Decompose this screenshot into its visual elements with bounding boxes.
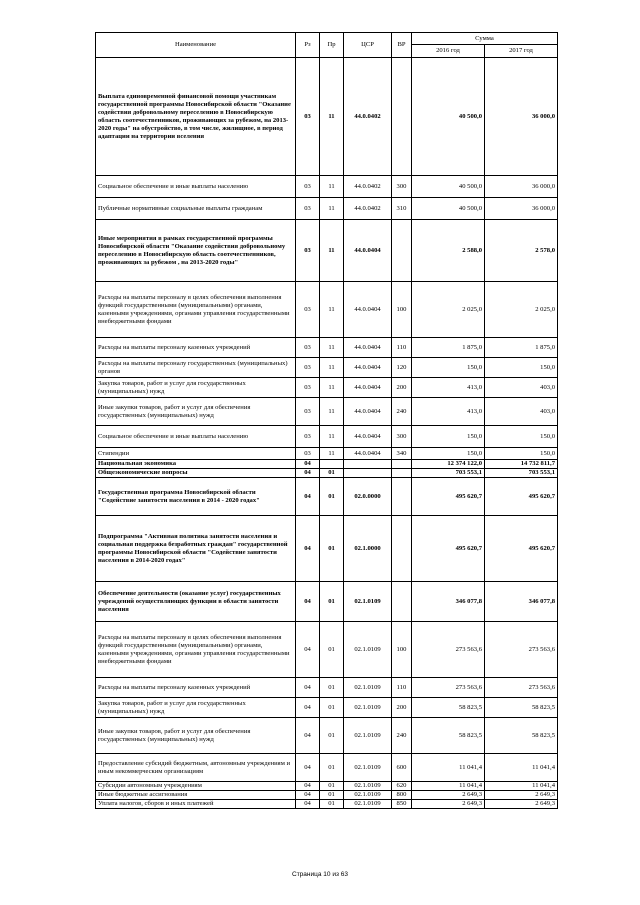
cell-pr: 11 [320, 282, 344, 338]
cell-csr [344, 460, 392, 469]
cell-vr: 240 [392, 718, 412, 754]
table-row [96, 582, 558, 622]
cell-rz: 03 [296, 448, 320, 460]
cell-2017: 2 649,3 [485, 791, 558, 800]
cell-name: Выплата единовременной финансовой помощи участникам государственной программы Новосибирской области "Оказание содействия добровольному переселению в Новосибирскую область соотечественников, проживающих за рубежом, на 2013-2020 годы" на обустройство, в том числе, жилищное, в период адаптации на территории вселения [96, 58, 296, 176]
table-row [96, 448, 558, 460]
table-row [96, 791, 558, 800]
cell-2017: 346 077,8 [485, 582, 558, 622]
cell-2017: 11 041,4 [485, 754, 558, 782]
cell-vr [392, 516, 412, 582]
table-row [96, 220, 558, 282]
cell-csr: 44.0.0404 [344, 338, 392, 358]
cell-2017: 495 620,7 [485, 516, 558, 582]
cell-vr: 120 [392, 358, 412, 378]
cell-pr: 01 [320, 516, 344, 582]
cell-2016: 413,0 [412, 398, 485, 426]
cell-pr: 11 [320, 378, 344, 398]
cell-pr: 01 [320, 698, 344, 718]
cell-rz: 04 [296, 622, 320, 678]
cell-vr: 100 [392, 282, 412, 338]
cell-2016: 273 563,6 [412, 678, 485, 698]
cell-csr: 44.0.0402 [344, 198, 392, 220]
cell-csr: 44.0.0404 [344, 398, 392, 426]
cell-2016: 11 041,4 [412, 754, 485, 782]
cell-name: Иные закупки товаров, работ и услуг для обеспечения государственных (муниципальных) нужд [96, 718, 296, 754]
cell-csr: 44.0.0404 [344, 448, 392, 460]
cell-pr: 01 [320, 622, 344, 678]
cell-2016: 495 620,7 [412, 516, 485, 582]
cell-pr: 11 [320, 220, 344, 282]
header-pr: Пр [320, 33, 344, 58]
cell-2016: 495 620,7 [412, 478, 485, 516]
cell-rz: 04 [296, 678, 320, 698]
cell-vr: 800 [392, 791, 412, 800]
table-body [96, 58, 558, 809]
cell-2016: 2 649,3 [412, 791, 485, 800]
cell-csr: 02.1.0109 [344, 782, 392, 791]
cell-csr: 44.0.0404 [344, 358, 392, 378]
cell-2017: 1 875,0 [485, 338, 558, 358]
cell-vr: 110 [392, 338, 412, 358]
table-row [96, 58, 558, 176]
table-row [96, 516, 558, 582]
cell-name: Подпрограмма "Активная политика занятости населения и социальная поддержка безработных граждан" государственной программы Новосибирской области "Содействие занятости населения в 2014-2020 годах" [96, 516, 296, 582]
cell-vr: 200 [392, 698, 412, 718]
cell-2016: 1 875,0 [412, 338, 485, 358]
cell-2017: 150,0 [485, 426, 558, 448]
cell-rz: 04 [296, 469, 320, 478]
cell-csr: 02.1.0109 [344, 698, 392, 718]
cell-pr: 11 [320, 198, 344, 220]
cell-rz: 04 [296, 582, 320, 622]
cell-rz: 03 [296, 398, 320, 426]
cell-vr: 310 [392, 198, 412, 220]
cell-2016: 2 025,0 [412, 282, 485, 338]
table-row [96, 198, 558, 220]
cell-name: Расходы на выплаты персоналу в целях обеспечения выполнения функций государственными (муниципальными) органами, казенными учреждениями, органами управления государственными внебюджетными фондами [96, 282, 296, 338]
cell-pr: 01 [320, 754, 344, 782]
cell-2017: 11 041,4 [485, 782, 558, 791]
cell-csr: 02.1.0109 [344, 800, 392, 809]
cell-2017: 14 732 811,7 [485, 460, 558, 469]
cell-csr: 02.0.0000 [344, 478, 392, 516]
header-csr: ЦСР [344, 33, 392, 58]
cell-name: Обеспечение деятельности (оказание услуг) государственных учреждений осуществляющих функции в области занятости населения [96, 582, 296, 622]
cell-csr: 44.0.0404 [344, 426, 392, 448]
cell-rz: 03 [296, 220, 320, 282]
cell-name: Национальная экономика [96, 460, 296, 469]
cell-csr: 44.0.0402 [344, 58, 392, 176]
cell-2016: 150,0 [412, 358, 485, 378]
table-row [96, 358, 558, 378]
cell-2016: 2 649,3 [412, 800, 485, 809]
cell-2017: 150,0 [485, 448, 558, 460]
cell-vr: 340 [392, 448, 412, 460]
cell-2016: 273 563,6 [412, 622, 485, 678]
table-row [96, 782, 558, 791]
cell-name: Закупка товаров, работ и услуг для государственных (муниципальных) нужд [96, 378, 296, 398]
budget-table [95, 32, 558, 809]
cell-vr [392, 460, 412, 469]
cell-name: Иные мероприятия в рамках государственной программы Новосибирской области "Оказание содействия добровольному переселению в Новосибирскую область соотечественников, проживающих за рубежом , на 2013-2020 годы" [96, 220, 296, 282]
cell-pr: 01 [320, 678, 344, 698]
cell-pr: 01 [320, 782, 344, 791]
cell-vr [392, 469, 412, 478]
cell-csr: 02.1.0109 [344, 754, 392, 782]
cell-pr: 11 [320, 426, 344, 448]
cell-rz: 03 [296, 176, 320, 198]
cell-pr: 01 [320, 582, 344, 622]
cell-rz: 04 [296, 782, 320, 791]
cell-csr: 02.1.0000 [344, 516, 392, 582]
cell-name: Иные закупки товаров, работ и услуг для обеспечения государственных (муниципальных) нужд [96, 398, 296, 426]
cell-pr: 11 [320, 448, 344, 460]
cell-rz: 03 [296, 282, 320, 338]
cell-vr [392, 58, 412, 176]
cell-pr: 01 [320, 718, 344, 754]
cell-2017: 703 553,1 [485, 469, 558, 478]
cell-pr: 11 [320, 176, 344, 198]
header-2017: 2017 год [485, 45, 558, 58]
header-2016: 2016 год [412, 45, 485, 58]
cell-name: Государственная программа Новосибирской области "Содействие занятости населения в 2014 - 2020 годах" [96, 478, 296, 516]
cell-rz: 04 [296, 516, 320, 582]
cell-name: Уплата налогов, сборов и иных платежей [96, 800, 296, 809]
cell-pr: 11 [320, 398, 344, 426]
table-row [96, 469, 558, 478]
header-sum: Сумма [412, 33, 558, 45]
cell-2016: 12 374 122,0 [412, 460, 485, 469]
cell-rz: 04 [296, 718, 320, 754]
cell-2016: 703 553,1 [412, 469, 485, 478]
cell-rz: 04 [296, 754, 320, 782]
table-row [96, 478, 558, 516]
page-footer: Страница 10 из 63 [292, 871, 348, 878]
cell-csr: 44.0.0404 [344, 282, 392, 338]
cell-rz: 04 [296, 698, 320, 718]
cell-pr: 11 [320, 338, 344, 358]
cell-2017: 403,0 [485, 378, 558, 398]
cell-pr: 01 [320, 478, 344, 516]
cell-csr: 02.1.0109 [344, 791, 392, 800]
cell-rz: 03 [296, 338, 320, 358]
cell-rz: 03 [296, 378, 320, 398]
cell-vr: 620 [392, 782, 412, 791]
cell-vr: 600 [392, 754, 412, 782]
cell-vr [392, 220, 412, 282]
cell-name: Предоставление субсидий бюджетным, автономным учреждениям и иным некоммерческим организациям [96, 754, 296, 782]
cell-vr: 850 [392, 800, 412, 809]
table-row [96, 176, 558, 198]
table-row [96, 678, 558, 698]
cell-2017: 36 000,0 [485, 176, 558, 198]
cell-pr: 01 [320, 791, 344, 800]
cell-csr: 44.0.0402 [344, 176, 392, 198]
cell-2017: 36 000,0 [485, 58, 558, 176]
table-row [96, 378, 558, 398]
cell-2016: 58 823,5 [412, 718, 485, 754]
cell-2017: 150,0 [485, 358, 558, 378]
cell-pr [320, 460, 344, 469]
cell-2017: 36 000,0 [485, 198, 558, 220]
cell-2017: 58 823,5 [485, 698, 558, 718]
cell-vr: 240 [392, 398, 412, 426]
cell-csr [344, 469, 392, 478]
cell-rz: 04 [296, 800, 320, 809]
cell-csr: 44.0.0404 [344, 220, 392, 282]
cell-2016: 58 823,5 [412, 698, 485, 718]
table-row [96, 800, 558, 809]
cell-2016: 346 077,8 [412, 582, 485, 622]
cell-name: Общеэкономические вопросы [96, 469, 296, 478]
table-row [96, 460, 558, 469]
table-row [96, 338, 558, 358]
cell-name: Закупка товаров, работ и услуг для государственных (муниципальных) нужд [96, 698, 296, 718]
table-row [96, 282, 558, 338]
cell-name: Расходы на выплаты персоналу государственных (муниципальных) органов [96, 358, 296, 378]
cell-2016: 40 500,0 [412, 198, 485, 220]
cell-pr: 01 [320, 800, 344, 809]
cell-csr: 02.1.0109 [344, 622, 392, 678]
header-name: Наименование [96, 33, 296, 58]
cell-name: Социальное обеспечение и иные выплаты населению [96, 176, 296, 198]
cell-rz: 04 [296, 460, 320, 469]
cell-name: Субсидии автономным учреждениям [96, 782, 296, 791]
cell-rz: 03 [296, 426, 320, 448]
cell-2017: 273 563,6 [485, 622, 558, 678]
cell-2016: 11 041,4 [412, 782, 485, 791]
cell-vr: 110 [392, 678, 412, 698]
cell-vr: 300 [392, 176, 412, 198]
cell-csr: 02.1.0109 [344, 582, 392, 622]
cell-rz: 03 [296, 58, 320, 176]
cell-vr: 300 [392, 426, 412, 448]
cell-2016: 150,0 [412, 448, 485, 460]
header-vr: ВР [392, 33, 412, 58]
cell-rz: 04 [296, 478, 320, 516]
cell-2016: 2 588,0 [412, 220, 485, 282]
cell-vr: 100 [392, 622, 412, 678]
cell-rz: 03 [296, 198, 320, 220]
cell-csr: 02.1.0109 [344, 678, 392, 698]
table-row [96, 398, 558, 426]
cell-2017: 273 563,6 [485, 678, 558, 698]
cell-name: Расходы на выплаты персоналу казенных учреждений [96, 338, 296, 358]
header-rz: Рз [296, 33, 320, 58]
table-row [96, 622, 558, 678]
cell-vr: 200 [392, 378, 412, 398]
cell-2016: 413,0 [412, 378, 485, 398]
cell-2017: 2 578,0 [485, 220, 558, 282]
cell-rz: 03 [296, 358, 320, 378]
table-row [96, 754, 558, 782]
cell-pr: 11 [320, 58, 344, 176]
table-row [96, 698, 558, 718]
cell-2017: 2 649,3 [485, 800, 558, 809]
cell-name: Публичные нормативные социальные выплаты гражданам [96, 198, 296, 220]
cell-name: Расходы на выплаты персоналу в целях обеспечения выполнения функций государственными (муниципальными) органами, казенными учреждениями, органами управления государственными внебюджетными фондами [96, 622, 296, 678]
cell-2017: 58 823,5 [485, 718, 558, 754]
cell-name: Стипендии [96, 448, 296, 460]
cell-2016: 40 500,0 [412, 58, 485, 176]
cell-vr [392, 478, 412, 516]
cell-pr: 01 [320, 469, 344, 478]
cell-2016: 40 500,0 [412, 176, 485, 198]
cell-csr: 02.1.0109 [344, 718, 392, 754]
cell-name: Социальное обеспечение и иные выплаты населению [96, 426, 296, 448]
table-row [96, 718, 558, 754]
cell-rz: 04 [296, 791, 320, 800]
cell-2016: 150,0 [412, 426, 485, 448]
table-row [96, 426, 558, 448]
cell-name: Расходы на выплаты персоналу казенных учреждений [96, 678, 296, 698]
cell-pr: 11 [320, 358, 344, 378]
cell-2017: 2 025,0 [485, 282, 558, 338]
cell-vr [392, 582, 412, 622]
cell-2017: 495 620,7 [485, 478, 558, 516]
cell-2017: 403,0 [485, 398, 558, 426]
cell-csr: 44.0.0404 [344, 378, 392, 398]
cell-name: Иные бюджетные ассигнования [96, 791, 296, 800]
